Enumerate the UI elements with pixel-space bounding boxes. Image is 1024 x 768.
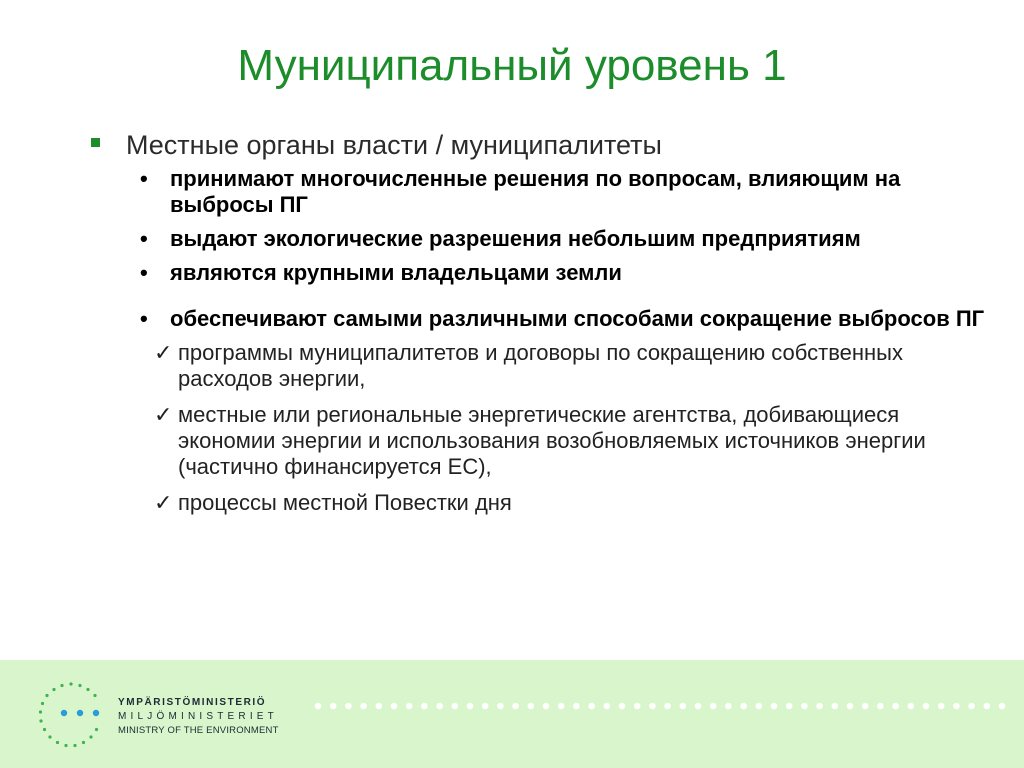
check-item-text: процессы местной Повестки дня (178, 490, 512, 515)
check-list (154, 340, 988, 516)
checkmark-icon: ✓ (154, 402, 173, 427)
decorative-dot (330, 703, 337, 710)
decorative-dot (391, 703, 398, 710)
square-bullet-icon (91, 138, 100, 147)
sub-bullet-text: принимают многочисленные решения по вопросам, влияющим на выбросы ПГ (170, 166, 901, 217)
decorative-dot (543, 703, 550, 710)
decorative-dot (497, 703, 504, 710)
check-item (154, 402, 988, 480)
decorative-dot (558, 703, 565, 710)
sub-bullet-text: обеспечивают самыми различными способами сокращение выбросов ПГ (170, 306, 985, 331)
decorative-dot-row (314, 700, 1014, 712)
ministry-logo-icon (36, 680, 106, 750)
decorative-dot (832, 703, 839, 710)
decorative-dot (923, 703, 930, 710)
ministry-logo-text (118, 696, 279, 738)
slide-content (88, 128, 988, 526)
logo-line-finnish: YMPÄRISTÖMINISTERIÖ (118, 697, 267, 708)
decorative-dot (908, 703, 915, 710)
decorative-dot (968, 703, 975, 710)
decorative-dot (664, 703, 671, 710)
bullet-dot-icon: • (140, 260, 148, 285)
sub-bullet-item (138, 260, 988, 286)
decorative-dot (649, 703, 656, 710)
decorative-dot (710, 703, 717, 710)
decorative-dot (573, 703, 580, 710)
main-bullet-text: Местные органы власти / муниципалитеты (126, 130, 662, 160)
decorative-dot (619, 703, 626, 710)
decorative-dot (604, 703, 611, 710)
decorative-dot (634, 703, 641, 710)
sub-bullet-list (138, 166, 988, 516)
decorative-dot (528, 703, 535, 710)
decorative-dot (315, 703, 322, 710)
decorative-dot (984, 703, 991, 710)
logo-line-swedish: MILJÖMINISTERIET (118, 711, 278, 722)
decorative-dot (786, 703, 793, 710)
sub-bullet-text: являются крупными владельцами земли (170, 260, 622, 285)
check-item (154, 340, 988, 392)
decorative-dot (345, 703, 352, 710)
decorative-dot (862, 703, 869, 710)
decorative-dot (801, 703, 808, 710)
decorative-dot (999, 703, 1006, 710)
decorative-dot (953, 703, 960, 710)
sub-bullet-item (138, 166, 988, 218)
checkmark-icon: ✓ (154, 340, 173, 365)
decorative-dot (938, 703, 945, 710)
decorative-dot (725, 703, 732, 710)
check-item-text: программы муниципалитетов и договоры по сокращению собственных расходов энергии, (178, 340, 903, 391)
decorative-dot (695, 703, 702, 710)
footer-band (0, 660, 1024, 768)
decorative-dot (421, 703, 428, 710)
decorative-dot (892, 703, 899, 710)
logo-line-english: MINISTRY OF THE ENVIRONMENT (118, 725, 279, 736)
check-item (154, 490, 988, 516)
decorative-dot (816, 703, 823, 710)
decorative-dot (771, 703, 778, 710)
decorative-dot (756, 703, 763, 710)
sub-bullet-item (138, 306, 988, 332)
decorative-dot (436, 703, 443, 710)
decorative-dot (512, 703, 519, 710)
decorative-dot (467, 703, 474, 710)
decorative-dot (452, 703, 459, 710)
decorative-dot (376, 703, 383, 710)
decorative-dot (406, 703, 413, 710)
sub-bullet-text: выдают экологические разрешения небольшим предприятиям (170, 226, 861, 251)
decorative-dot (680, 703, 687, 710)
bullet-dot-icon: • (140, 166, 148, 191)
checkmark-icon: ✓ (154, 490, 173, 515)
bullet-dot-icon: • (140, 226, 148, 251)
sub-bullet-item (138, 226, 988, 252)
decorative-dot (740, 703, 747, 710)
decorative-dot (588, 703, 595, 710)
decorative-dot (877, 703, 884, 710)
main-bullet (88, 128, 988, 162)
bullet-dot-icon: • (140, 306, 148, 331)
slide-title: Муниципальный уровень 1 (237, 41, 787, 90)
decorative-dot (360, 703, 367, 710)
check-item-text: местные или региональные энергетические агентства, добивающиеся экономии энергии и использования возобновляемых источников энергии (частично финансируется ЕС), (178, 402, 926, 479)
decorative-dot (482, 703, 489, 710)
decorative-dot (847, 703, 854, 710)
